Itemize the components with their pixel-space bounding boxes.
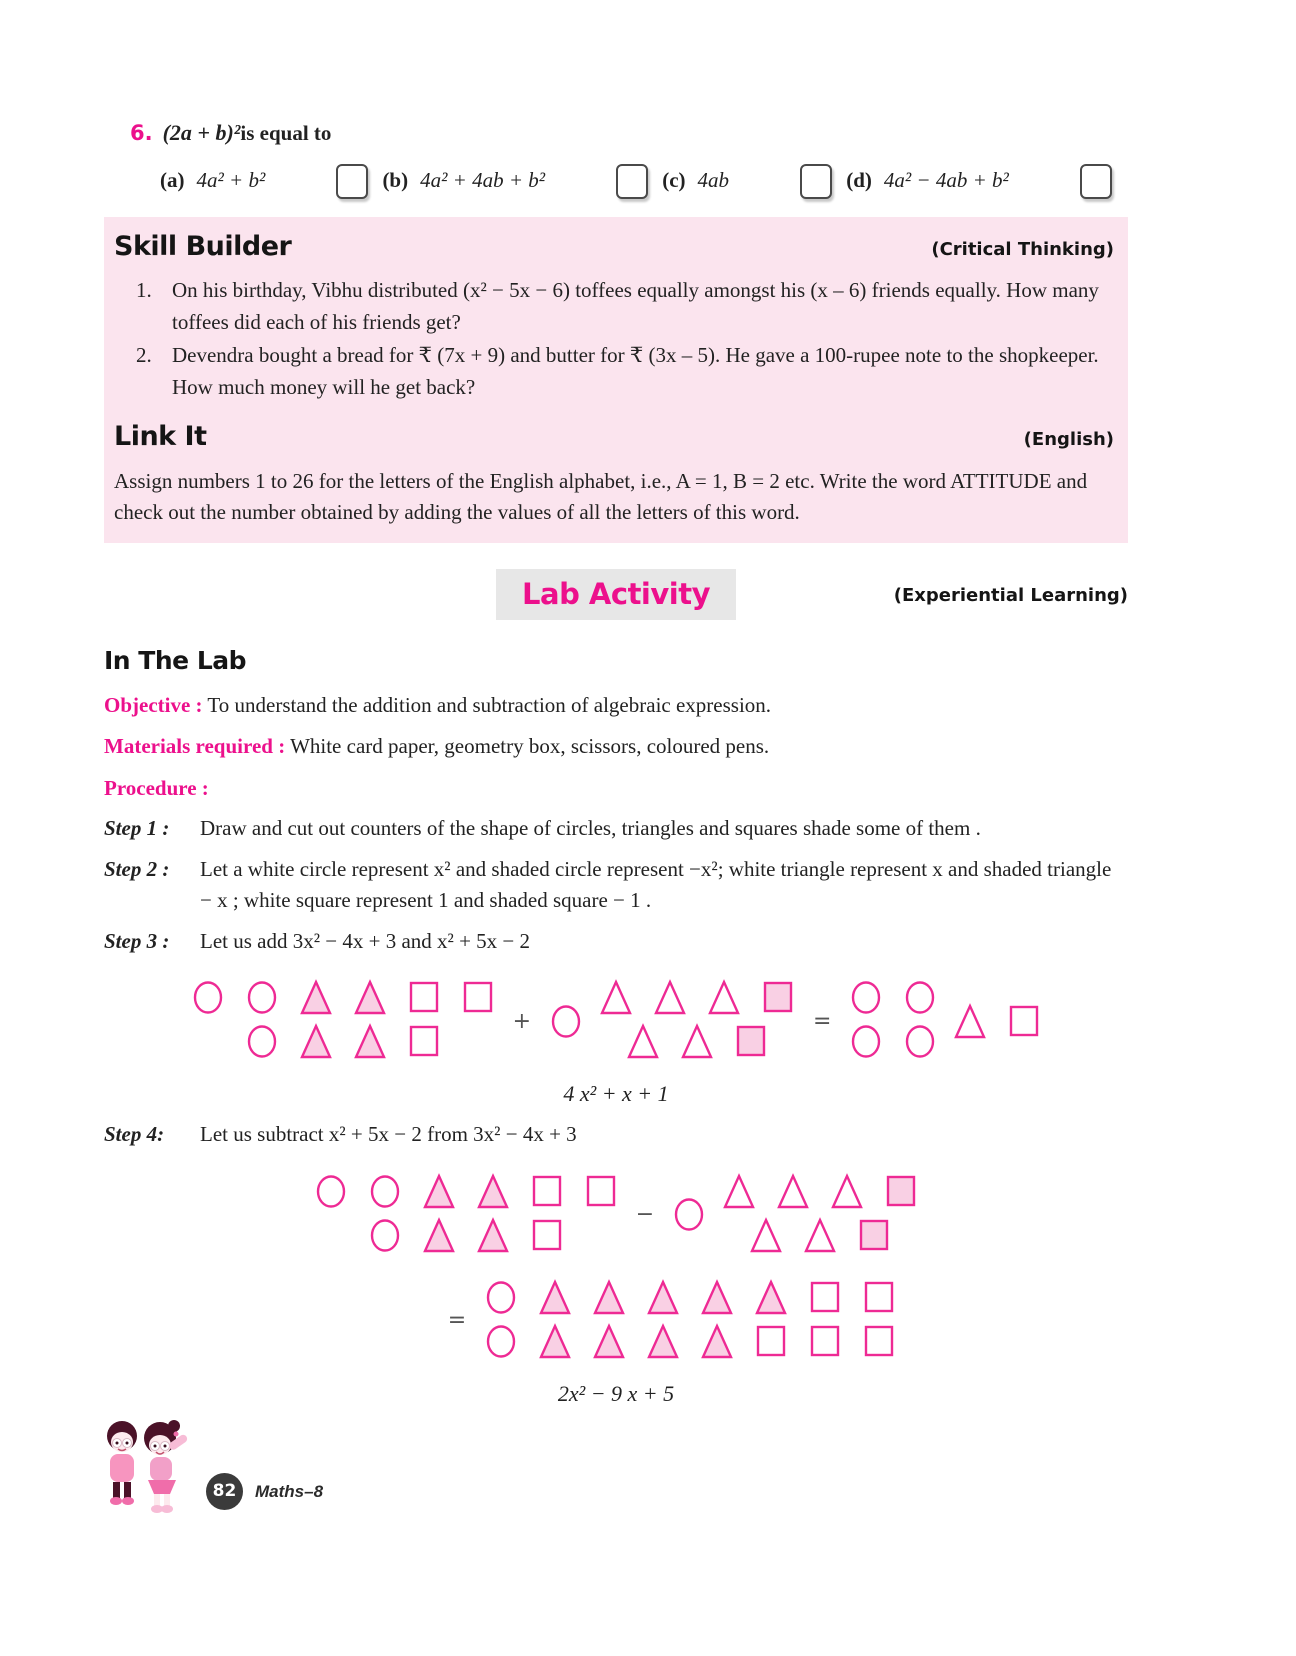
option-c [662, 165, 729, 197]
square-counter-icon [530, 1217, 564, 1254]
procedure-label: Procedure : [104, 775, 209, 800]
triangle-shaded-counter-icon [538, 1323, 572, 1360]
triangle-shaded-counter-icon [646, 1323, 680, 1360]
circle-counter-icon [368, 1173, 402, 1210]
question-math: (2a + b)² [162, 120, 241, 145]
question-text: is equal to [240, 121, 332, 145]
triangle-counter-icon [680, 1023, 714, 1060]
skill-builder-header [114, 227, 1114, 268]
triangle-counter-icon [953, 1003, 987, 1040]
step-4 [104, 1119, 1128, 1151]
option-d-checkbox[interactable] [1080, 164, 1112, 199]
counter-group [484, 1279, 896, 1363]
page-number-badge: 82 [206, 1473, 243, 1510]
option-a-expression: 4a² + b² [196, 168, 266, 193]
plus-operator: + [512, 1008, 531, 1034]
question-6-options [160, 164, 1112, 199]
square-shaded-counter-icon [734, 1023, 768, 1060]
circle-counter-icon [484, 1323, 518, 1360]
list-item-text: Devendra bought a bread for ₹ (7x + 9) and butter for ₹ (3x – 5). He gave a 100-rupee note to the shopkeeper. How much money will he get back? [172, 343, 1099, 399]
circle-counter-icon [549, 1003, 583, 1040]
triangle-shaded-counter-icon [353, 1023, 387, 1060]
triangle-shaded-counter-icon [538, 1279, 572, 1316]
counter-group [672, 1173, 706, 1257]
procedure-line [104, 773, 1128, 805]
square-counter-icon [1007, 1003, 1041, 1040]
option-a-label: (a) [160, 168, 185, 193]
triangle-counter-icon [707, 979, 741, 1016]
counter-group [549, 979, 583, 1063]
step-3-result-expression: 4 x² + x + 1 [563, 1081, 669, 1106]
link-it-title: Link It [114, 421, 207, 452]
in-the-lab-title: In The Lab [104, 646, 247, 675]
book-title: Maths–8 [255, 1481, 324, 1501]
option-d [846, 165, 1009, 197]
step-2-text: Let a white circle represent x² and shaded circle represent −x²; white triangle represent x and shaded triangle − x ; white square represent 1 and shaded square − 1 . [200, 856, 1112, 912]
step-4-diagram-top [104, 1173, 1128, 1257]
square-counter-icon [530, 1173, 564, 1210]
step-1-label: Step 1 : [104, 816, 170, 840]
option-b [382, 165, 545, 197]
step-4-diagram-result [159, 1279, 1183, 1363]
triangle-counter-icon [722, 1173, 756, 1210]
triangle-shaded-counter-icon [476, 1173, 510, 1210]
step-3-diagram [104, 979, 1128, 1063]
option-b-expression: 4a² + 4ab + b² [420, 168, 546, 193]
square-counter-icon [862, 1279, 896, 1316]
triangle-counter-icon [803, 1217, 837, 1254]
mascot-kids-icon [98, 1412, 194, 1516]
step-3-label: Step 3 : [104, 928, 170, 953]
objective-text: To understand the addition and subtraction of algebraic expression. [207, 692, 772, 717]
link-it-tag: (English) [1023, 429, 1114, 450]
lab-activity-title: Lab Activity [522, 576, 710, 611]
list-item-number: 1. [136, 278, 152, 302]
option-a [160, 165, 265, 197]
circle-counter-icon [672, 1196, 706, 1233]
link-it-text: Assign numbers 1 to 26 for the letters of the English alphabet, i.e., A = 1, B = 2 etc. Write the word ATTITUDE and check out the number obtained by adding the values of all the letters of this word. [114, 468, 1088, 524]
triangle-shaded-counter-icon [592, 1323, 626, 1360]
counter-group [191, 979, 495, 1063]
triangle-shaded-counter-icon [754, 1279, 788, 1316]
list-item-number: 2. [136, 343, 152, 367]
step-4-result-expression: 2x² − 9 x + 5 [557, 1380, 675, 1406]
skill-builder-title: Skill Builder [114, 230, 292, 262]
square-shaded-counter-icon [761, 979, 795, 1016]
triangle-shaded-counter-icon [646, 1279, 680, 1316]
page-footer [98, 1412, 323, 1516]
step-1-text: Draw and cut out counters of the shape of circles, triangles and squares shade some of them . [200, 816, 981, 840]
skill-builder-list [114, 275, 1114, 403]
step-4-label: Step 4: [104, 1122, 165, 1146]
square-shaded-counter-icon [884, 1173, 918, 1210]
circle-counter-icon [245, 1023, 279, 1060]
objective-line [104, 690, 1128, 722]
square-counter-icon [407, 1023, 441, 1060]
triangle-shaded-counter-icon [700, 1279, 734, 1316]
triangle-counter-icon [626, 1023, 660, 1060]
link-it-header [114, 417, 1114, 458]
square-counter-icon [584, 1173, 618, 1210]
objective-label: Objective : [104, 692, 203, 717]
option-d-expression: 4a² − 4ab + b² [883, 168, 1009, 193]
option-d-label: (d) [846, 168, 872, 193]
step-2 [104, 854, 1128, 917]
square-counter-icon [808, 1279, 842, 1316]
lab-activity-banner [104, 569, 1128, 621]
step-3 [104, 926, 1128, 958]
square-counter-icon [461, 979, 495, 1016]
triangle-shaded-counter-icon [299, 979, 333, 1016]
triangle-shaded-counter-icon [422, 1217, 456, 1254]
circle-counter-icon [903, 979, 937, 1016]
triangle-counter-icon [653, 979, 687, 1016]
triangle-counter-icon [776, 1173, 810, 1210]
materials-label: Materials required : [104, 734, 286, 758]
step-3-text: Let us add 3x² − 4x + 3 and x² + 5x − 2 [200, 928, 531, 953]
option-c-expression: 4ab [697, 168, 730, 193]
circle-counter-icon [903, 1023, 937, 1060]
triangle-shaded-counter-icon [353, 979, 387, 1016]
minus-operator: − [635, 1202, 655, 1227]
option-b-checkbox[interactable] [616, 164, 648, 199]
circle-counter-icon [368, 1217, 402, 1254]
square-counter-icon [407, 979, 441, 1016]
circle-counter-icon [849, 979, 883, 1016]
step-4-text: Let us subtract x² + 5x − 2 from 3x² − 4x + 3 [200, 1122, 577, 1146]
triangle-shaded-counter-icon [422, 1173, 456, 1210]
triangle-shaded-counter-icon [700, 1323, 734, 1360]
triangle-counter-icon [749, 1217, 783, 1254]
triangle-shaded-counter-icon [592, 1279, 626, 1316]
skill-builder-section [104, 217, 1128, 543]
option-c-checkbox[interactable] [800, 164, 832, 199]
option-c-label: (c) [662, 168, 686, 193]
materials-text: White card paper, geometry box, scissors, coloured pens. [290, 734, 770, 758]
list-item [136, 340, 1114, 403]
lab-activity-tag: (Experiential Learning) [893, 584, 1129, 606]
counter-group [849, 979, 937, 1063]
triangle-shaded-counter-icon [476, 1217, 510, 1254]
page-content [104, 0, 1128, 1410]
triangle-counter-icon [599, 979, 633, 1016]
step-1 [104, 813, 1128, 845]
triangle-counter-icon [830, 1173, 864, 1210]
counter-group [314, 1173, 618, 1257]
triangle-shaded-counter-icon [299, 1023, 333, 1060]
circle-counter-icon [245, 979, 279, 1016]
lab-activity-box [496, 569, 736, 621]
option-b-label: (b) [382, 168, 409, 193]
circle-counter-icon [484, 1279, 518, 1316]
step-2-label: Step 2 : [104, 856, 170, 881]
square-counter-icon [808, 1323, 842, 1360]
skill-builder-tag: (Critical Thinking) [931, 238, 1114, 260]
counter-group [953, 979, 1041, 1063]
square-counter-icon [754, 1323, 788, 1360]
equals-operator: = [813, 1008, 832, 1034]
square-shaded-counter-icon [857, 1217, 891, 1254]
circle-counter-icon [191, 979, 225, 1016]
list-item [136, 275, 1114, 338]
counter-group [599, 979, 795, 1063]
option-a-checkbox[interactable] [336, 164, 368, 199]
counter-group [722, 1173, 918, 1257]
materials-line [104, 731, 1128, 763]
circle-counter-icon [314, 1173, 348, 1210]
question-6 [130, 116, 1128, 150]
question-number: 6. [130, 121, 153, 145]
list-item-text: On his birthday, Vibhu distributed (x² − 5x − 6) toffees equally amongst his (x – 6) friends equally. How many toffees did each of his friends get? [172, 278, 1099, 334]
square-counter-icon [862, 1323, 896, 1360]
equals-operator: = [447, 1308, 467, 1333]
circle-counter-icon [849, 1023, 883, 1060]
